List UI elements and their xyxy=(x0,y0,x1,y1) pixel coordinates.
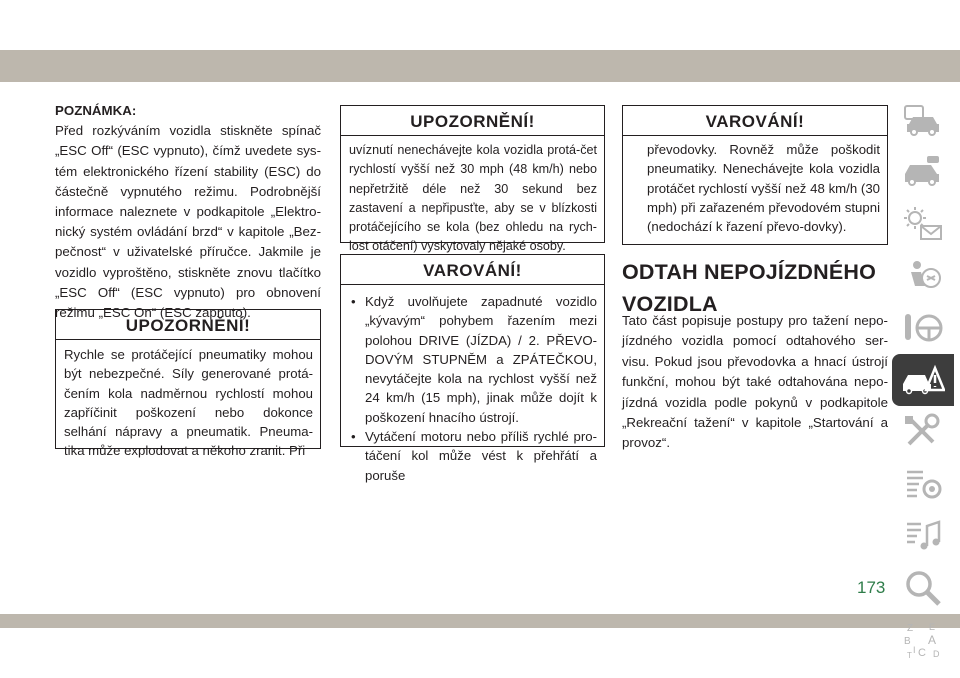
letter-c: C xyxy=(917,647,926,659)
warning-list xyxy=(349,292,597,485)
list-item: • Když uvolňujete zapadnuté vozidlo „kývavým“ pohybem řazením mezi polohou DRIVE (JÍZDA) / 2. PŘEVO-DOVÝM STUPNĚM a ZPÁTEČKOU, nevytáčejte kola na rychlost vyšší než 24 km/h (15 mph), jinak může dojít k poškození hnacího ústrojí. xyxy=(349,292,597,427)
letter-b: B xyxy=(903,636,911,647)
note-text: Před rozkýváním vozidla stiskněte spínač „ESC Off“ (ESC vypnuto), čímž uvedete sys-tém elektronického řízení stability (ESC) do částečně vypnutého režimu. Podrobnější informace naleznete v podkapitole „Elektro-nický systém ovládání brzd“ v kapitole „Bez-pečnost“ v uživatelské příručce. Jakmile je vozidlo vyproštěno, stiskněte znovu tlačítko „ESC Off“ (ESC vypnuto) pro obnovení režimu „ESC On“ (ESC zapnuto). xyxy=(55,123,321,321)
warning-box-title: VAROVÁNÍ! xyxy=(623,106,887,136)
note-heading: POZNÁMKA: xyxy=(55,103,137,118)
section-title: ODTAH NEPOJÍZDNÉHO VOZIDLA xyxy=(622,260,877,316)
car-info-icon xyxy=(901,100,945,140)
warning-box-text: převodovky. Rovněž může poškodit pneumatiky. Nenechávejte kola vozidla protáčet rychlostí vyšší než 48 km/h (30 mph) při zařazeném převodovém stupni (nedochází k řazení převo-dovky). xyxy=(647,142,880,235)
letter-d: D xyxy=(932,649,939,659)
tab-language[interactable] xyxy=(894,614,951,666)
caution-box-title: UPOZORNĚNÍ! xyxy=(341,106,604,136)
warning-box-left xyxy=(55,309,321,459)
language-letters-icon xyxy=(901,620,945,660)
warning-box-title: UPOZORNĚNÍ! xyxy=(56,310,320,340)
letter-a: A xyxy=(927,633,936,647)
top-header-band xyxy=(0,50,960,82)
page-number: 173 xyxy=(857,578,886,597)
car-key-icon xyxy=(901,152,945,192)
caution-box-middle xyxy=(340,105,605,254)
tab-specifications[interactable] xyxy=(894,458,951,510)
warning-box-middle xyxy=(340,254,605,483)
tab-car-key[interactable] xyxy=(894,146,951,198)
tab-car-info[interactable] xyxy=(894,94,951,146)
tab-roadside-emergency[interactable] xyxy=(892,354,954,406)
tools-maintenance-icon xyxy=(901,412,945,452)
roadside-emergency-icon xyxy=(901,360,945,400)
warning-box-title: VAROVÁNÍ! xyxy=(341,255,604,285)
section-text: Tato část popisuje postupy pro tažení nepo-jízdného vozidla pomocí odtahového ser-visu. Pokud jsou převodovka a hnací ústrojí funkční, mohou být také odtahována nepo-jízdná vozidla podle pokynů v podkapitole „Rekreační tažení“ v kapitole „Startování a provoz“. xyxy=(622,313,888,451)
steering-start-icon xyxy=(901,308,945,348)
letter-t: T xyxy=(906,651,912,660)
letter-i: I xyxy=(912,645,916,655)
tab-multimedia[interactable] xyxy=(894,510,951,562)
caution-box-text: uvíznutí nenechávejte kola vozidla protá-čet rychlostí vyšší než 30 mph (48 km/h) nebo nepřetržitě déle než 30 sekund bez zastavení a nepřipusťte, aby se v blízkosti protáčejícího se kola (bez ohledu na rych-lost otáčení) vyskytovaly nějaké osoby. xyxy=(349,143,597,254)
magnifier-index-icon xyxy=(901,568,945,608)
tab-index[interactable] xyxy=(894,562,951,614)
tab-starting[interactable] xyxy=(894,302,951,354)
list-item: • Vytáčení motoru nebo příliš rychlé pro-táčení kol může vést k přehřátí a poruše xyxy=(349,427,597,485)
specifications-gear-icon xyxy=(901,464,945,504)
warning-lights-message-icon xyxy=(901,204,945,244)
tab-safety[interactable] xyxy=(894,250,951,302)
tab-maintenance[interactable] xyxy=(894,406,951,458)
letter-e: E xyxy=(928,622,935,632)
bottom-footer-band xyxy=(0,614,960,628)
warning-box-right xyxy=(622,105,888,245)
letter-z: Z xyxy=(906,623,913,634)
tab-warning-lights[interactable] xyxy=(894,198,951,250)
multimedia-music-icon xyxy=(901,516,945,556)
column-left xyxy=(55,101,321,323)
airbag-safety-icon xyxy=(901,256,945,296)
warning-box-text: Rychle se protáčející pneumatiky mohou být nebezpečné. Síly generované protá-čením kola nadměrnou rychlostí mohou zapříčinit poškození nebo dokonce selhání nápravy a pneumatik. Pneuma-tika může explodovat a někoho zranit. Při xyxy=(64,347,313,459)
